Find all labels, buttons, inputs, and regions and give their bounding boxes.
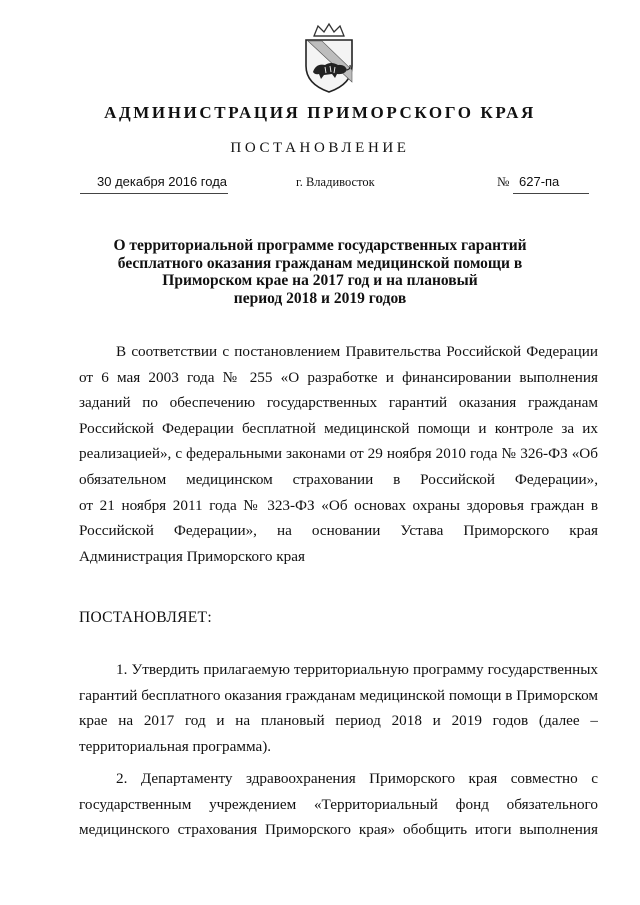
document-city: г. Владивосток [296, 175, 375, 189]
item-2-paragraph [79, 766, 598, 843]
paragraph-line: заданий по обеспечению государственных гарантий оказания гражданам [79, 394, 598, 412]
paragraph-line: крае на 2017 год и на плановый период 2018 и 2019 годов (далее – [79, 712, 598, 730]
title-line: Приморском крае на 2017 год и на плановый [162, 272, 478, 289]
document-date: 30 декабря 2016 года [97, 174, 228, 189]
decree-word: ПОСТАНОВЛЯЕТ: [79, 609, 212, 626]
paragraph-line: гарантий бесплатного оказания гражданам медицинской помощи в Приморском [79, 686, 598, 704]
authority-name: АДМИНИСТРАЦИЯ ПРИМОРСКОГО КРАЯ [104, 103, 536, 122]
paragraph-line: 1. Утвердить прилагаемую территориальную программу государственных [116, 661, 598, 678]
paragraph-line: Российской Федерации», на основании Устава Приморского края [79, 522, 598, 540]
paragraph-line: 2. Департаменту здравоохранения Приморского края совместно с [116, 770, 598, 787]
document-title [100, 237, 540, 307]
paragraph-line: В соответствии с постановлением Правительства Российской Федерации [116, 343, 598, 360]
paragraph-line: медицинского страхования Приморского края» обобщить итоги выполнения [79, 821, 598, 839]
title-line: период 2018 и 2019 годов [233, 289, 407, 307]
paragraph-line: Администрация Приморского края [79, 547, 305, 565]
document-number: 627-па [519, 174, 560, 189]
date-underline [80, 193, 228, 194]
item-1-paragraph [79, 657, 598, 759]
number-sign: № [497, 174, 510, 189]
paragraph-line: Российской Федерации бесплатной медицинской помощи и контроле за их [79, 419, 598, 437]
title-line: бесплатного оказания гражданам медицинской помощи в [117, 254, 523, 272]
title-line: О территориальной программе государственных гарантий [113, 237, 527, 254]
paragraph-line: реализацией», с федеральными законами от 29 ноября 2010 года № 326-ФЗ «Об [79, 445, 598, 463]
preamble-paragraph [79, 339, 598, 569]
paragraph-line: территориальная программа). [79, 737, 272, 755]
number-underline [513, 193, 589, 194]
primorsky-krai-coat-of-arms-icon [300, 22, 358, 94]
paragraph-line: от 6 мая 2003 года № 255 «О разработке и финансировании выполнения [79, 368, 598, 386]
paragraph-line: от 21 ноября 2011 года № 323-ФЗ «Об основах охраны здоровья граждан в [79, 496, 598, 514]
paragraph-line: обязательном медицинском страховании в Российской Федерации», [79, 470, 598, 488]
document-meta [0, 174, 640, 196]
document-type: ПОСТАНОВЛЕНИЕ [230, 140, 410, 156]
paragraph-line: государственным учреждением «Территориальный фонд обязательного [79, 795, 598, 813]
